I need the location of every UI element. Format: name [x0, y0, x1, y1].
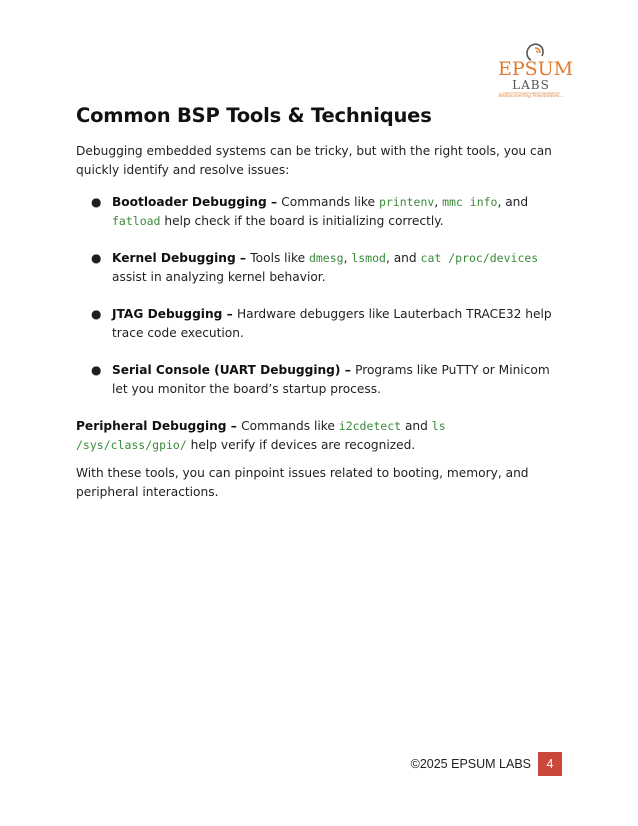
- item-heading: Serial Console (UART Debugging): [112, 363, 341, 377]
- peripheral-separator: –: [226, 419, 242, 433]
- list-item-kernel: [76, 249, 562, 287]
- item-separator: –: [222, 307, 237, 321]
- item-text: help check if the board is initializing correctly.: [160, 214, 444, 228]
- logo-tagline: Rediscovering Possibilities...: [498, 94, 564, 99]
- item-separator: –: [340, 363, 356, 377]
- code-ls-sys-class-gpio: ls /sys/class/gpio/: [76, 419, 446, 452]
- tools-list: [76, 193, 562, 399]
- bullet-icon: ●: [91, 363, 102, 377]
- list-item-jtag: [76, 305, 562, 343]
- code-lsmod: lsmod: [351, 251, 386, 265]
- item-text: ,: [343, 251, 352, 265]
- item-text: assist in analyzing kernel behavior.: [112, 270, 326, 284]
- page-title: Common BSP Tools & Techniques: [76, 104, 432, 127]
- bullet-icon: ●: [91, 307, 102, 321]
- page-number-badge: 4: [538, 752, 562, 776]
- main-content: [76, 104, 562, 502]
- peripheral-text: and: [401, 419, 432, 433]
- item-text: , and: [385, 251, 421, 265]
- code-i2cdetect: i2cdetect: [338, 419, 402, 433]
- item-text: Programs like PuTTY or Minicom let you monitor the board’s startup process.: [112, 363, 550, 396]
- closing-paragraph: With these tools, you can pinpoint issues related to booting, memory, and peripheral interactions.: [76, 466, 529, 499]
- bullet-icon: ●: [91, 195, 102, 209]
- item-text: Tools like: [250, 251, 309, 265]
- item-heading: JTAG Debugging: [112, 307, 223, 321]
- item-heading: Kernel Debugging: [112, 251, 236, 265]
- code-fatload: fatload: [112, 214, 161, 228]
- list-item-serial-console: [76, 361, 562, 399]
- item-separator: –: [266, 195, 282, 209]
- item-heading: Bootloader Debugging: [112, 195, 267, 209]
- item-text: Commands like: [281, 195, 379, 209]
- peripheral-text: help verify if devices are recognized.: [186, 438, 416, 452]
- epsum-labs-logo: [494, 38, 574, 104]
- code-printenv: printenv: [378, 195, 435, 209]
- item-text: , and: [497, 195, 529, 209]
- peripheral-paragraph: [76, 417, 562, 455]
- item-text: ,: [434, 195, 443, 209]
- intro-paragraph: Debugging embedded systems can be tricky, but with the right tools, you can quickly identify and resolve issues:: [76, 144, 552, 177]
- logo-wordmark: EPSUM: [498, 58, 574, 80]
- logo-subtitle: LABS: [512, 78, 550, 92]
- code-cat-proc-devices: cat /proc/devices: [420, 251, 539, 265]
- bullet-icon: ●: [91, 251, 102, 265]
- footer-copyright: ©2025 EPSUM LABS: [410, 757, 531, 771]
- peripheral-heading: Peripheral Debugging: [76, 419, 227, 433]
- item-text: Hardware debuggers like Lauterbach TRACE32 help trace code execution.: [112, 307, 552, 340]
- code-mmc-info: mmc info: [442, 195, 498, 209]
- page-footer: [411, 752, 562, 776]
- peripheral-text: Commands like: [241, 419, 339, 433]
- item-separator: –: [235, 251, 251, 265]
- code-dmesg: dmesg: [308, 251, 344, 265]
- list-item-bootloader: [76, 193, 562, 231]
